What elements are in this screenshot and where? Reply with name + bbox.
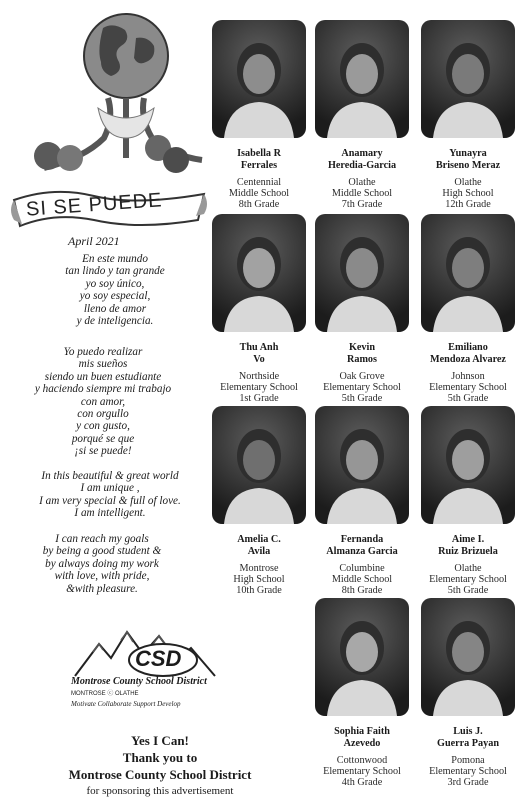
student-card bbox=[209, 214, 309, 404]
student-school-line: 5th Grade bbox=[341, 393, 383, 404]
student-name-line: Isabella R bbox=[237, 148, 281, 159]
student-name-line: Mendoza Alvarez bbox=[430, 353, 506, 365]
student-school bbox=[209, 371, 309, 404]
date-line: April 2021 bbox=[68, 234, 120, 248]
student-school-line: Middle School bbox=[331, 188, 393, 199]
student-portrait-icon bbox=[315, 598, 409, 716]
student-name-line: Anamary bbox=[341, 148, 383, 159]
student-school bbox=[418, 755, 518, 788]
poem-line: I can reach my goals bbox=[55, 533, 149, 545]
student-card bbox=[312, 598, 412, 788]
student-school-line: 12th Grade bbox=[445, 199, 491, 210]
student-name-line: Ruiz Brizuela bbox=[438, 545, 498, 557]
poem-line: ¡si se puede! bbox=[74, 445, 132, 458]
student-portrait-icon bbox=[421, 598, 515, 716]
student-name-line: Ramos bbox=[347, 353, 377, 365]
student-card bbox=[418, 598, 518, 788]
district-logo bbox=[65, 618, 225, 710]
poem-line: con amor, bbox=[80, 395, 126, 408]
poem-line: yo soy único, bbox=[85, 277, 145, 290]
student-name-line: Yunayra bbox=[449, 148, 487, 159]
sponsoring-note: for sponsoring this advertisement bbox=[86, 785, 234, 797]
student-name-line: Luis J. bbox=[453, 726, 483, 737]
poem-line: In this beautiful & great world bbox=[41, 470, 179, 482]
student-school-line: Cottonwood bbox=[336, 755, 388, 766]
student-portrait-icon bbox=[421, 20, 515, 138]
student-school-line: 4th Grade bbox=[341, 777, 383, 788]
poem-stanza-2 bbox=[8, 346, 198, 458]
student-name-line: Briseno Meraz bbox=[435, 159, 501, 171]
student-name bbox=[418, 148, 518, 171]
student-school-line: Elementary School bbox=[323, 766, 401, 777]
student-photo bbox=[212, 20, 306, 138]
student-name-line: Azevedo bbox=[343, 737, 381, 749]
student-school-line: 5th Grade bbox=[447, 585, 489, 596]
poem-line: y de inteligencia. bbox=[76, 315, 154, 328]
student-portrait-icon bbox=[212, 214, 306, 332]
student-school bbox=[418, 371, 518, 404]
student-photo bbox=[315, 598, 409, 716]
student-photo bbox=[315, 214, 409, 332]
student-school-line: Elementary School bbox=[429, 766, 507, 777]
poem-stanza-4 bbox=[12, 533, 192, 595]
student-school-line: Oak Grove bbox=[339, 371, 385, 382]
thank-you-line: Thank you to bbox=[122, 750, 198, 765]
student-name bbox=[418, 726, 518, 749]
logo-motto: Motivate Collaborate Support Develop bbox=[71, 700, 181, 708]
student-school-line: Olathe bbox=[348, 177, 376, 188]
logo-letters: CSD bbox=[135, 646, 182, 671]
student-name bbox=[312, 534, 412, 557]
student-school-line: 5th Grade bbox=[447, 393, 489, 404]
student-school-line: Olathe bbox=[454, 177, 482, 188]
student-school-line: Elementary School bbox=[429, 382, 507, 393]
student-photo bbox=[421, 20, 515, 138]
student-school-line: Centennial bbox=[236, 177, 282, 188]
poem-line: by always doing my work bbox=[45, 557, 159, 570]
student-photo bbox=[212, 214, 306, 332]
poem-line: with love, with pride, bbox=[54, 570, 150, 583]
student-name bbox=[312, 726, 412, 749]
student-name bbox=[418, 342, 518, 365]
student-school-line: Middle School bbox=[228, 188, 290, 199]
student-school-line: Northside bbox=[238, 371, 280, 382]
student-school-line: 10th Grade bbox=[236, 585, 282, 596]
student-card bbox=[418, 406, 518, 596]
student-name-line: Kevin bbox=[348, 342, 376, 353]
student-school-line: Montrose bbox=[239, 563, 279, 574]
student-name bbox=[418, 534, 518, 557]
student-photo bbox=[315, 20, 409, 138]
student-photo bbox=[212, 406, 306, 524]
student-portrait-icon bbox=[212, 20, 306, 138]
student-name-line: Heredia-Garcia bbox=[327, 159, 397, 171]
hero-illustration bbox=[8, 8, 208, 230]
poem-line: &with pleasure. bbox=[66, 582, 138, 595]
student-portrait-icon bbox=[315, 214, 409, 332]
poem-stanza-1 bbox=[40, 253, 190, 327]
poem-line: porqué se que bbox=[71, 432, 135, 445]
student-photo bbox=[421, 406, 515, 524]
poem-line: tan lindo y tan grande bbox=[65, 265, 165, 278]
student-school-line: High School bbox=[233, 574, 285, 585]
student-name-line: Guerra Payan bbox=[437, 737, 499, 749]
student-school bbox=[209, 563, 309, 596]
student-school-line: Olathe bbox=[454, 563, 482, 574]
student-school-line: 8th Grade bbox=[341, 585, 383, 596]
student-school-line: Columbine bbox=[339, 563, 385, 574]
poem-line: En este mundo bbox=[82, 253, 148, 265]
student-school bbox=[312, 371, 412, 404]
yes-i-can: Yes I Can! bbox=[131, 733, 189, 748]
student-card bbox=[312, 214, 412, 404]
student-school-line: High School bbox=[442, 188, 494, 199]
student-name bbox=[312, 342, 412, 365]
student-name bbox=[209, 148, 309, 171]
student-name-line: Thu Anh bbox=[239, 342, 279, 353]
poem-line: Yo puedo realizar bbox=[63, 346, 143, 358]
poem-line: mis sueños bbox=[78, 358, 128, 371]
student-school-line: Elementary School bbox=[220, 382, 298, 393]
poem-line: I am intelligent. bbox=[74, 507, 146, 520]
student-name-line: Aime I. bbox=[451, 534, 485, 545]
student-school-line: Middle School bbox=[331, 574, 393, 585]
student-school bbox=[418, 177, 518, 210]
student-school bbox=[312, 177, 412, 210]
district-name: Montrose County School District bbox=[68, 767, 252, 782]
student-school-line: Johnson bbox=[451, 371, 485, 382]
logo-script: Montrose County School District bbox=[71, 676, 207, 687]
student-card bbox=[209, 20, 309, 210]
student-school-line: 1st Grade bbox=[239, 393, 279, 404]
poem-line: siendo un buen estudiante bbox=[44, 370, 162, 383]
poem-line: yo soy especial, bbox=[79, 290, 151, 303]
sponsor-block bbox=[40, 733, 280, 797]
student-photo bbox=[421, 214, 515, 332]
student-school bbox=[312, 563, 412, 596]
student-portrait-icon bbox=[315, 406, 409, 524]
student-name-line: Fernanda bbox=[340, 534, 384, 545]
student-school-line: Elementary School bbox=[429, 574, 507, 585]
student-portrait-icon bbox=[421, 406, 515, 524]
student-name-line: Avila bbox=[247, 545, 271, 557]
poem-line: by being a good student & bbox=[42, 545, 162, 558]
poem-line: I am very special & full of love. bbox=[39, 494, 181, 507]
student-school-line: Pomona bbox=[451, 755, 485, 766]
student-photo bbox=[421, 598, 515, 716]
poem-line: y con gusto, bbox=[76, 420, 130, 433]
student-card bbox=[418, 214, 518, 404]
student-card bbox=[209, 406, 309, 596]
student-card bbox=[312, 20, 412, 210]
student-name-line: Almanza Garcia bbox=[326, 545, 398, 557]
student-card bbox=[312, 406, 412, 596]
student-school-line: 3rd Grade bbox=[447, 777, 489, 788]
student-school-line: Elementary School bbox=[323, 382, 401, 393]
student-school-line: 8th Grade bbox=[238, 199, 280, 210]
student-name bbox=[209, 342, 309, 365]
student-name-line: Vo bbox=[253, 353, 265, 365]
student-name-line: Sophia Faith bbox=[334, 726, 390, 737]
student-portrait-icon bbox=[421, 214, 515, 332]
poem-stanza-3 bbox=[10, 470, 210, 520]
student-name-line: Emiliano bbox=[448, 342, 488, 353]
student-name bbox=[312, 148, 412, 171]
banner-text: SI SE PUEDE bbox=[25, 189, 164, 221]
logo-towns: MONTROSE ⓒ OLATHE bbox=[71, 691, 139, 697]
student-portrait-icon bbox=[315, 20, 409, 138]
student-school bbox=[209, 177, 309, 210]
student-portrait-icon bbox=[212, 406, 306, 524]
student-name bbox=[209, 534, 309, 557]
student-school bbox=[418, 563, 518, 596]
student-name-line: Ferrales bbox=[240, 159, 278, 171]
poem-line: lleno de amor bbox=[83, 302, 147, 315]
student-card bbox=[418, 20, 518, 210]
student-school-line: 7th Grade bbox=[341, 199, 383, 210]
student-name-line: Amelia C. bbox=[237, 534, 281, 545]
poem-line: y haciendo siempre mi trabajo bbox=[34, 383, 172, 396]
student-school bbox=[312, 755, 412, 788]
poem-line: I am unique , bbox=[80, 482, 140, 495]
student-photo bbox=[315, 406, 409, 524]
poem-line: con orgullo bbox=[77, 408, 129, 421]
